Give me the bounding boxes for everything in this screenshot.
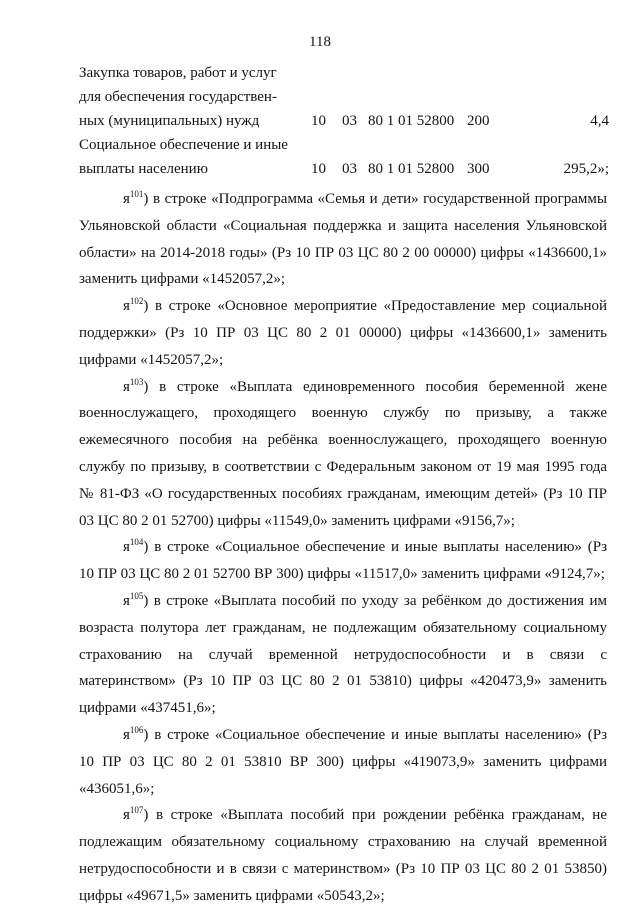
amendment-text: ) в строке «Социальное обеспечение и иные выплаты населению» (Рз 10 ПР 03 ЦС 80 2 01 52700 ВР 300) цифры «11517,0» заменить цифрами «9124,7»; [79,539,607,583]
table-row [79,85,619,109]
amendment-prefix: я [123,539,130,556]
row-sum: 295,2»; [563,161,609,177]
amendment-paragraph [79,374,607,535]
row-name: ных (муниципальных) нужд [79,113,260,129]
amendment-prefix: я [123,191,130,207]
amendment-number: 106 [129,724,144,735]
amendment-number: 101 [129,189,144,199]
amendment-prefix: я [123,726,130,743]
amendment-number: 105 [129,590,144,601]
amendment-paragraph [79,534,607,588]
row-pr: 03 [342,161,357,177]
row-csr: 80 1 01 52800 [368,113,455,129]
row-name: Закупка товаров, работ и услуг [79,65,277,81]
row-name: для обеспечения государствен- [79,89,277,105]
row-csr: 80 1 01 52800 [368,161,455,177]
amendment-text: ) в строке «Социальное обеспечение и иные выплаты населению» (Рз 10 ПР 03 ЦС 80 2 01 53810 ВР 300) цифры «419073,9» заменить цифрами «436051,6»; [79,726,607,797]
amendment-paragraph [79,588,607,722]
table-row [79,133,619,157]
table-row [79,157,619,181]
amendment-prefix: я [123,298,130,315]
row-name: выплаты населению [79,161,208,177]
amendment-number: 102 [129,296,144,307]
amendment-text: ) в строке «Подпрограмма «Семья и дети» государственной программы Ульяновской области «Социальная поддержка и защита населения Ульяновской области» на 2014-2018 годы» (Рз 10 ПР 03 ЦС 80 2 00 00000) цифры «1436600,1» заменить цифрами «1452057,2»; [79,191,607,288]
amendment-text: ) в строке «Выплата пособий по уходу за ребёнком до достижения им возраста полутора лет гражданам, не подлежащим обязательному социальному страхованию на случай временной нетрудоспособности и в связи с материнством» (Рз 10 ПР 03 ЦС 80 2 01 53810) цифры «420473,9» заменить цифрами «437451,6»; [79,592,607,717]
amendment-number: 104 [129,537,144,548]
table-row [79,109,619,133]
row-sum: 4,4 [590,113,609,129]
table-row [79,61,619,85]
row-name: Социальное обеспечение и иные [79,137,288,153]
row-rz: 10 [311,161,326,177]
row-pr: 03 [342,113,357,129]
amendment-number: 107 [129,805,144,816]
amendment-text: ) в строке «Основное мероприятие «Предоставление мер социальной поддержки» (Рз 10 ПР 03 ЦС 80 2 01 00000) цифры «1436600,1» заменить цифрами «1452057,2»; [79,298,607,368]
amendment-text: ) в строке «Выплата единовременного пособия беременной жене военнослужащего, проходящего военную службу по призыву, а также ежемесячного пособия на ребёнка военнослужащего, проходящего военную службу по призыву, в соответствии с Федеральным законом от 19 мая 1995 года № 81-ФЗ «О государственных пособиях гражданам, имеющим детей» (Рз 10 ПР 03 ЦС 80 2 01 52700) цифры «11549,0» заменить цифрами «9156,7»; [79,378,607,529]
amendment-paragraph [79,722,607,802]
row-vr: 300 [467,161,490,177]
amendments-list [79,186,607,910]
page-number: 118 [309,34,331,50]
amendment-paragraph [79,293,607,373]
amendment-text: ) в строке «Выплата пособий при рождении ребёнка гражданам, не подлежащим обязательному социальному страхованию на случай временной нетрудоспособности и в связи с материнством» (Рз 10 ПР 03 ЦС 80 2 01 53850) цифры «49671,5» заменить цифрами «50543,2»; [79,807,607,904]
amendment-prefix: я [123,592,130,609]
amendment-paragraph [79,802,607,909]
amendment-number: 103 [129,376,144,387]
amendment-prefix: я [123,807,130,824]
row-vr: 200 [467,113,490,129]
budget-table [79,61,619,181]
amendment-paragraph [79,186,607,293]
amendment-prefix: я [123,378,130,395]
row-rz: 10 [311,113,326,129]
